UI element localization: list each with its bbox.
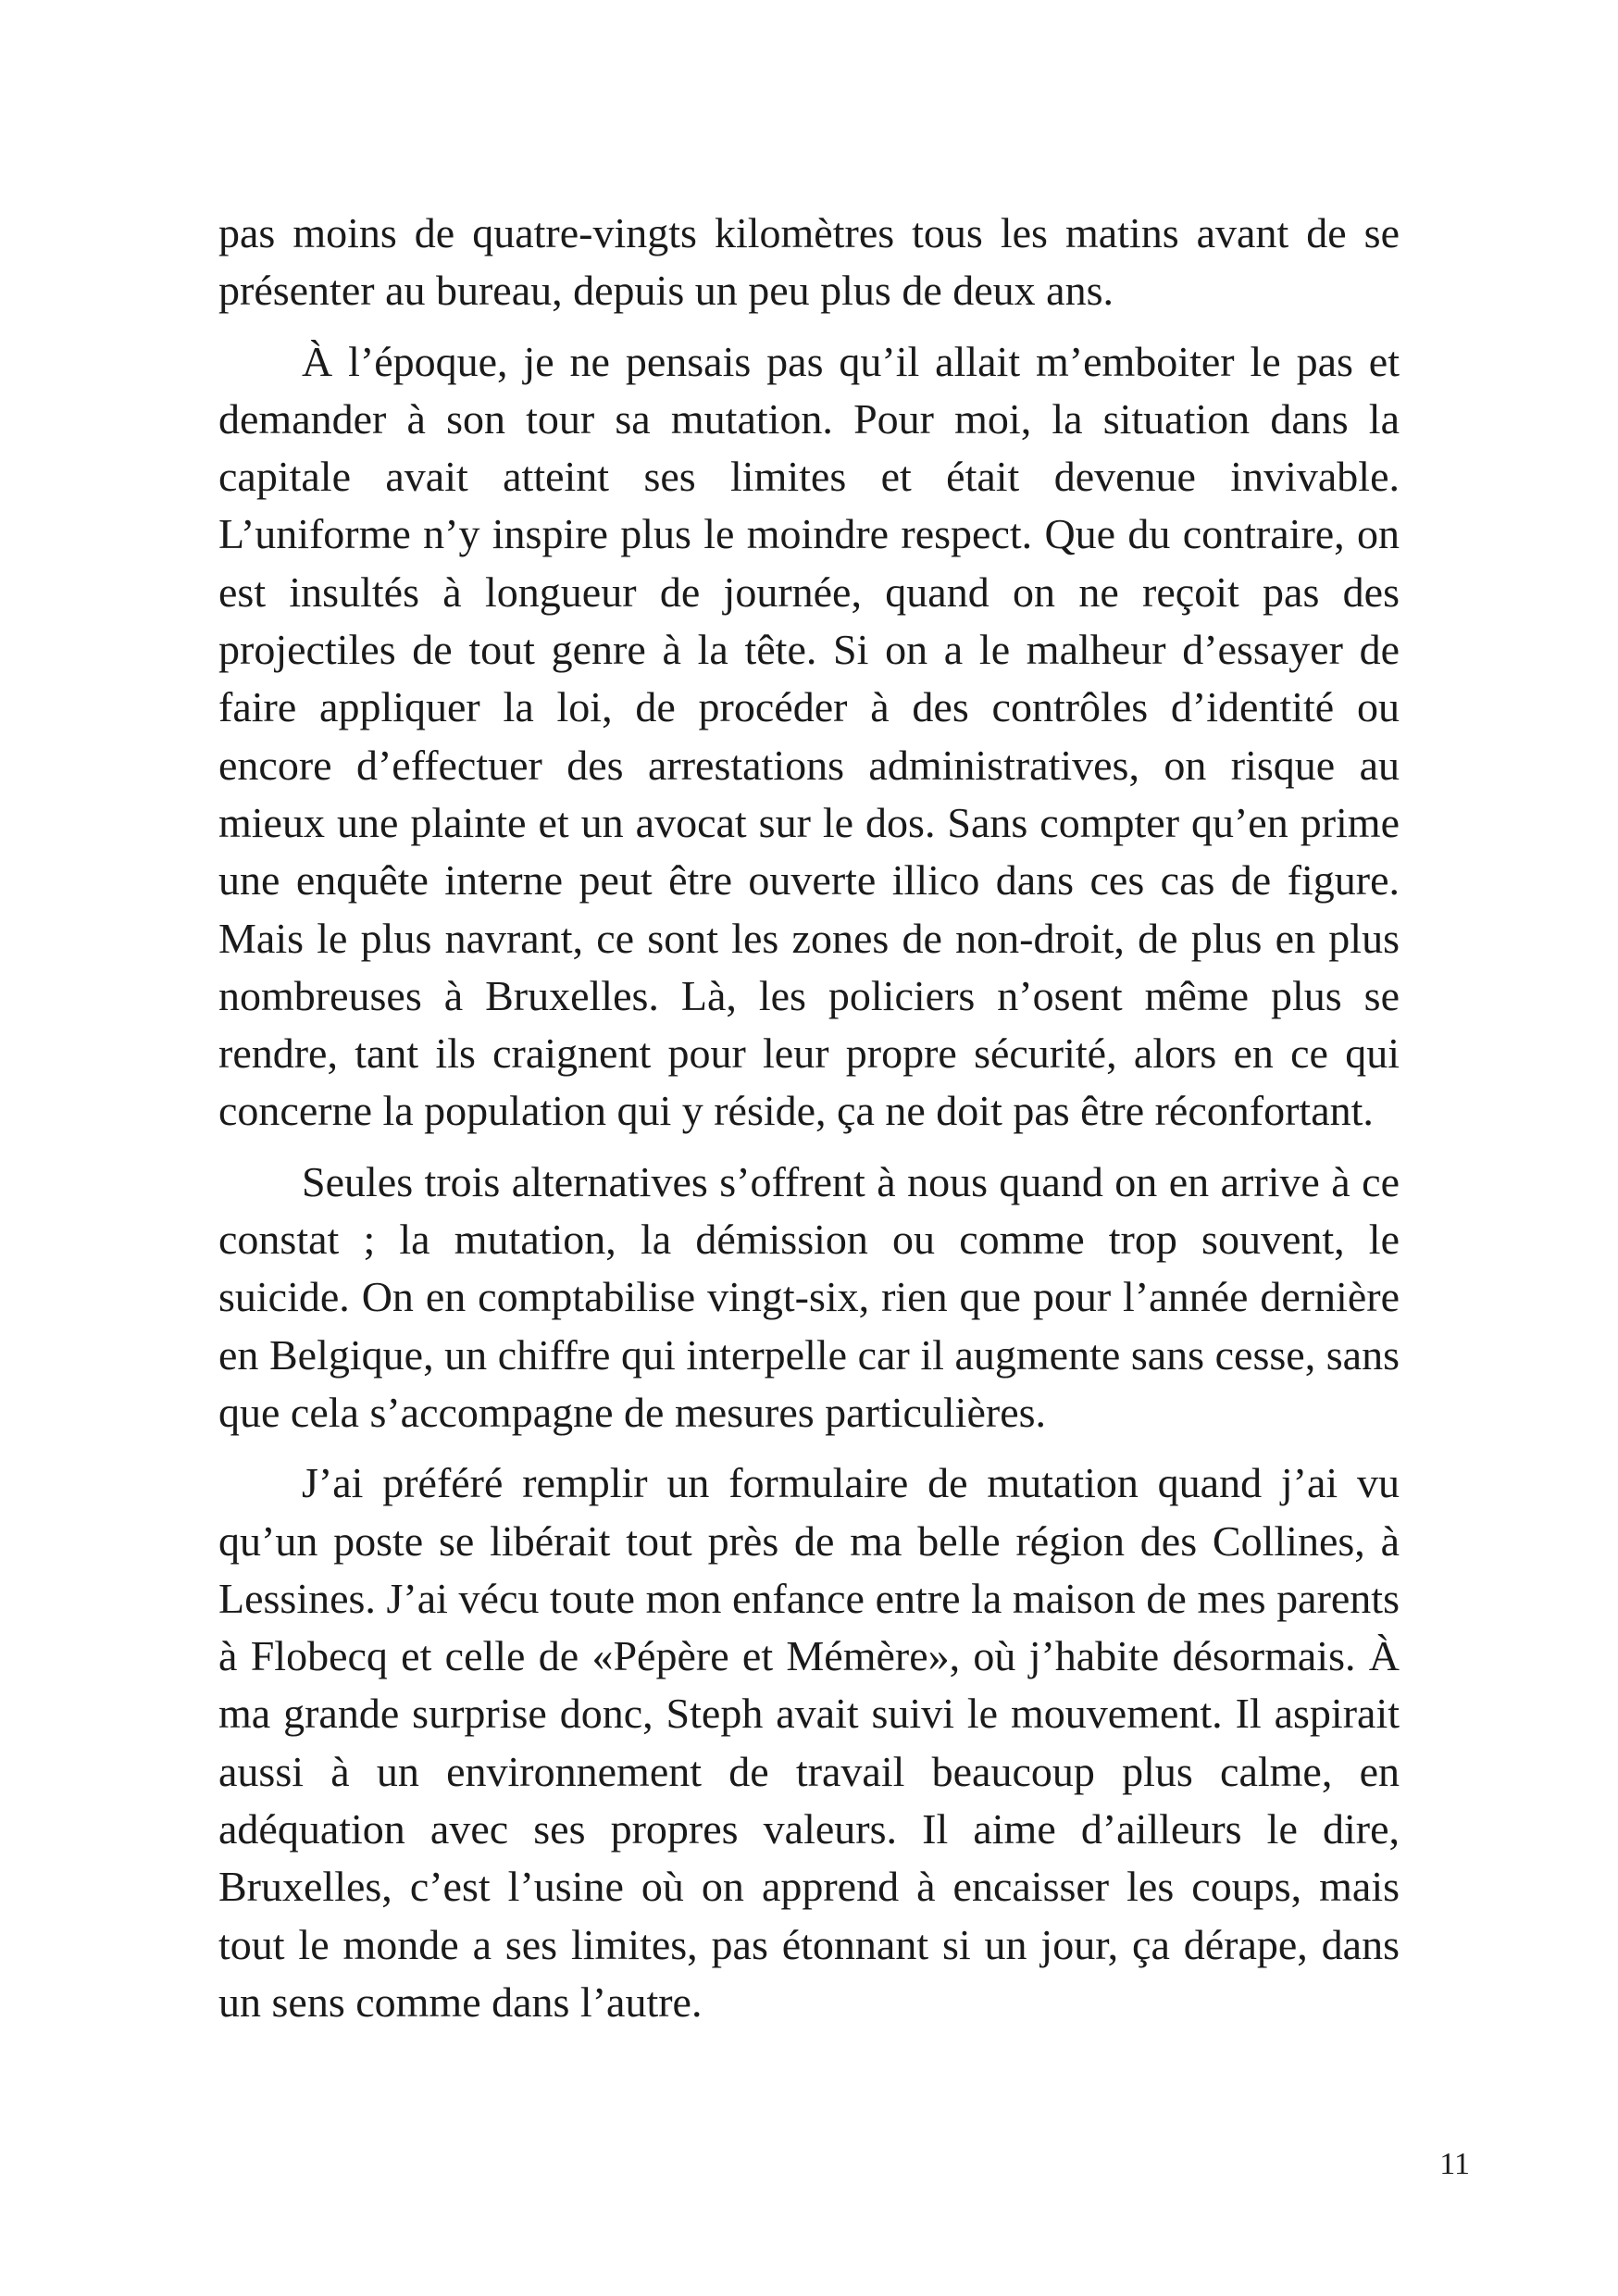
paragraph: À l’époque, je ne pensais pas qu’il allait m’emboiter le pas et demander à son tour sa mutation. Pour moi, la situation dans la capitale avait atteint ses limites et était devenue invivable. L’uniforme n’y inspire plus le moindre respect. Que du contraire, on est insultés à longueur de journée, quand on ne reçoit pas des projectiles de tout genre à la tête. Si on a le malheur d’essayer de faire appliquer la loi, de procéder à des contrôles d’identité ou encore d’effectuer des arrestations administratives, on risque au mieux une plainte et un avocat sur le dos. Sans compter qu’en prime une enquête interne peut être ouverte illico dans ces cas de figure. Mais le plus navrant, ce sont les zones de non-droit, de plus en plus nombreuses à Bruxelles. Là, les policiers n’osent même plus se rendre, tant ils craignent pour leur propre sécurité, alors en ce qui concerne la population qui y réside, ça ne doit pas être réconfortant. xyxy=(218,337,1400,1135)
paragraph: Seules trois alternatives s’offrent à nous quand on en arrive à ce constat ; la mutation, la démission ou comme trop souvent, le suicide. On en comptabilise vingt-six, rien que pour l’année dernière en Belgique, un chiffre qui interpelle car il augmente sans cesse, sans que cela s’accompagne de mesures particulières. xyxy=(218,1157,1400,1436)
paragraph: J’ai préféré remplir un formulaire de mutation quand j’ai vu qu’un poste se libérait tout près de ma belle région des Collines, à Lessines. J’ai vécu toute mon enfance entre la maison de mes parents à Flobecq et celle de «Pépère et Mémère», où j’habite désormais. À ma grande surprise donc, Steph avait suivi le mouvement. Il aspirait aussi à un environnement de travail beaucoup plus calme, en adéquation avec ses propres valeurs. Il aime d’ailleurs le dire, Bruxelles, c’est l’usine où on apprend à encaisser les coups, mais tout le monde a ses limites, pas étonnant si un jour, ça dérape, dans un sens comme dans l’autre. xyxy=(218,1459,1400,2026)
body-text xyxy=(218,205,1400,2031)
page-number: 11 xyxy=(1439,2147,1470,2181)
paragraph-continuation: pas moins de quatre-vingts kilomètres tous les matins avant de se présenter au bureau, depuis un peu plus de deux ans. xyxy=(218,209,1400,315)
